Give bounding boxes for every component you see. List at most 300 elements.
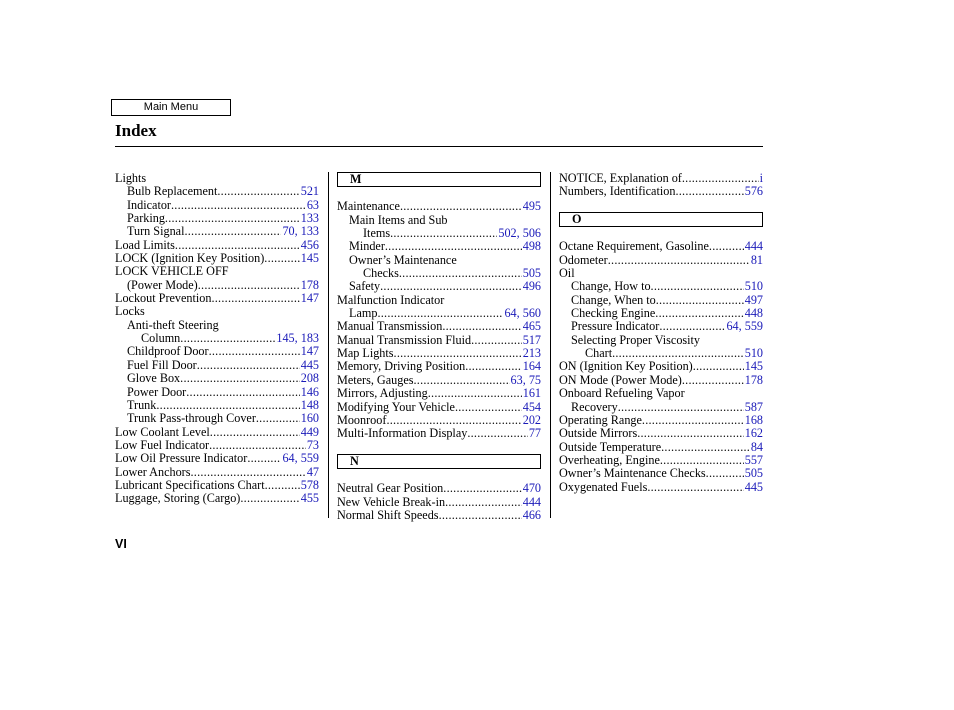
- index-entry: [559, 427, 763, 440]
- page-link[interactable]: 81: [750, 253, 763, 267]
- entry-label: Outside Temperature: [559, 440, 662, 454]
- page-refs: [744, 481, 763, 494]
- index-entry: [559, 360, 763, 373]
- index-entry: [115, 239, 319, 252]
- index-entry: [115, 292, 319, 305]
- page-link[interactable]: 465: [522, 320, 541, 334]
- page-refs: [750, 441, 763, 454]
- entry-label: Lockout Prevention: [115, 292, 212, 306]
- dot-leader: [240, 492, 299, 505]
- index-column-3: [559, 172, 763, 494]
- index-entry: [337, 320, 541, 333]
- index-entry: [559, 294, 763, 307]
- page-link[interactable]: 147: [300, 292, 319, 306]
- index-entry: [115, 332, 319, 345]
- page-refs: [300, 492, 319, 505]
- page-link[interactable]: 559: [300, 452, 319, 466]
- page-link[interactable]: 133: [300, 225, 319, 239]
- dot-leader: [186, 386, 299, 399]
- page-link[interactable]: 63: [510, 373, 523, 387]
- page-link[interactable]: 208: [300, 372, 319, 386]
- entry-label: Checking Engine: [571, 307, 656, 321]
- index-subheading: [115, 319, 319, 332]
- page-link[interactable]: 164: [522, 360, 541, 374]
- entry-label: Indicator: [127, 198, 171, 212]
- page-link[interactable]: 559: [744, 320, 763, 334]
- page-link[interactable]: 84: [750, 440, 763, 454]
- page-refs: [528, 427, 541, 440]
- entry-label: Operating Range: [559, 413, 642, 427]
- index-entry: [115, 279, 319, 292]
- index-entry: [559, 481, 763, 494]
- page-refs: [744, 307, 763, 320]
- page-link[interactable]: 47: [306, 465, 319, 479]
- page-refs: [300, 386, 319, 399]
- page-link[interactable]: 444: [744, 240, 763, 254]
- index-entry: [559, 374, 763, 387]
- page-refs: [744, 374, 763, 387]
- entry-label: Meters, Gauges: [337, 373, 414, 387]
- page-refs: [522, 280, 541, 293]
- entry-label: LOCK (Ignition Key Position): [115, 252, 265, 266]
- index-entry: [559, 172, 763, 185]
- dot-leader: [465, 360, 522, 373]
- entry-label: Trunk: [127, 398, 157, 412]
- entry-label: Maintenance: [337, 200, 400, 214]
- page-link[interactable]: 576: [744, 185, 763, 199]
- entry-label: NOTICE, Explanation of: [559, 172, 682, 185]
- entry-label: Odometer: [559, 253, 608, 267]
- entry-label: Trunk Pass-through Cover: [127, 412, 256, 426]
- page-link[interactable]: 557: [744, 453, 763, 467]
- dot-leader: [400, 200, 522, 213]
- page-link[interactable]: 64: [282, 452, 295, 466]
- page-link[interactable]: 178: [744, 373, 763, 387]
- page-link[interactable]: 146: [300, 385, 319, 399]
- page-link[interactable]: 145: [300, 252, 319, 266]
- index-entry: [115, 412, 319, 425]
- section-heading: M: [337, 172, 541, 187]
- index-entry: [115, 426, 319, 439]
- page-link[interactable]: 560: [522, 307, 541, 321]
- index-entry: [337, 427, 541, 440]
- page-link[interactable]: 517: [522, 333, 541, 347]
- page-link[interactable]: 505: [744, 467, 763, 481]
- page-link[interactable]: 75: [528, 373, 541, 387]
- page-link[interactable]: 183: [300, 332, 319, 346]
- page-refs: [281, 225, 319, 238]
- entry-label: ON Mode (Power Mode): [559, 373, 682, 387]
- page-number: VI: [115, 537, 127, 551]
- page-refs: [744, 294, 763, 307]
- index-entry: [559, 254, 763, 267]
- page-link[interactable]: 64: [726, 320, 739, 334]
- dot-leader: [656, 294, 744, 307]
- page-refs: [759, 172, 763, 185]
- dot-leader: [399, 267, 522, 280]
- page-link[interactable]: 133: [300, 212, 319, 226]
- page-refs: [522, 360, 541, 373]
- page-link[interactable]: 454: [522, 400, 541, 414]
- index-entry: [559, 307, 763, 320]
- index-subheading: [337, 214, 541, 227]
- dot-leader: [394, 347, 522, 360]
- page-refs: [522, 320, 541, 333]
- index-subheading: [115, 265, 319, 278]
- dot-leader: [651, 280, 744, 293]
- page-link[interactable]: 202: [522, 413, 541, 427]
- index-entry: [337, 387, 541, 400]
- entry-label: Turn Signal: [127, 225, 185, 239]
- entry-label: Luggage, Storing (Cargo): [115, 492, 241, 506]
- page-refs: [300, 345, 319, 358]
- page-refs: [522, 401, 541, 414]
- dot-leader: [377, 307, 503, 320]
- page-separator: ,: [294, 452, 301, 466]
- entry-label: Octane Requirement, Gasoline: [559, 240, 709, 254]
- entry-label: Manual Transmission Fluid: [337, 333, 472, 347]
- index-entry: [559, 401, 763, 414]
- page-separator: ,: [294, 225, 301, 239]
- page-link[interactable]: 145: [744, 360, 763, 374]
- index-subheading: [337, 294, 541, 307]
- dot-leader: [655, 307, 743, 320]
- page-refs: [744, 185, 763, 198]
- index-entry: [337, 267, 541, 280]
- page-link[interactable]: 148: [300, 398, 319, 412]
- entry-label: Low Coolant Level: [115, 425, 210, 439]
- index-entry: [115, 386, 319, 399]
- page-link[interactable]: 161: [522, 387, 541, 401]
- page-link[interactable]: 587: [744, 400, 763, 414]
- dot-leader: [171, 199, 306, 212]
- index-entry: [337, 240, 541, 253]
- dot-leader: [455, 401, 522, 414]
- page-refs: [300, 212, 319, 225]
- index-subheading: [115, 172, 319, 185]
- entry-label: Modifying Your Vehicle: [337, 400, 455, 414]
- entry-label: New Vehicle Break-in: [337, 495, 446, 509]
- entry-label: Outside Mirrors: [559, 427, 638, 441]
- page-refs: [744, 414, 763, 427]
- dot-leader: [211, 292, 299, 305]
- page-separator: ,: [294, 332, 301, 346]
- entry-label: Glove Box: [127, 372, 181, 386]
- entry-label: Lower Anchors: [115, 465, 191, 479]
- entry-label: Numbers, Identification: [559, 185, 676, 199]
- index-entry: [559, 280, 763, 293]
- index-entry: [115, 199, 319, 212]
- page-link[interactable]: 444: [522, 495, 541, 509]
- entry-label: Recovery: [571, 400, 618, 414]
- index-column-1: [115, 172, 319, 506]
- column-divider: [550, 172, 551, 518]
- page-refs: [300, 292, 319, 305]
- page-link[interactable]: i: [759, 172, 763, 185]
- page-link[interactable]: 495: [522, 200, 541, 214]
- entry-label: Chart: [585, 347, 613, 361]
- page-link[interactable]: 178: [300, 278, 319, 292]
- page-refs: [300, 399, 319, 412]
- entry-label: LOCK VEHICLE OFF: [115, 265, 229, 279]
- dot-leader: [467, 427, 527, 440]
- page-refs: [522, 267, 541, 280]
- page-link[interactable]: 578: [300, 478, 319, 492]
- title-divider: [115, 146, 763, 147]
- page-link[interactable]: 521: [300, 185, 319, 199]
- entry-label: Oxygenated Fuels: [559, 480, 648, 494]
- entry-label: Map Lights: [337, 347, 394, 361]
- index-entry: [115, 252, 319, 265]
- index-entry: [337, 374, 541, 387]
- dot-leader: [659, 320, 725, 333]
- page-refs: [522, 387, 541, 400]
- entry-label: (Power Mode): [127, 278, 198, 292]
- index-entry: [559, 467, 763, 480]
- index-entry: [115, 359, 319, 372]
- page-link[interactable]: 145: [276, 332, 295, 346]
- page-link[interactable]: 470: [522, 482, 541, 496]
- index-entry: [115, 479, 319, 492]
- page-refs: [300, 372, 319, 385]
- dot-leader: [706, 467, 744, 480]
- page-refs: [300, 239, 319, 252]
- entry-label: Safety: [349, 280, 381, 294]
- dot-leader: [439, 509, 522, 522]
- page-link[interactable]: 466: [522, 508, 541, 522]
- page-link[interactable]: 147: [300, 345, 319, 359]
- page-link[interactable]: 497: [744, 293, 763, 307]
- index-entry: [337, 200, 541, 213]
- dot-leader: [197, 359, 300, 372]
- page-title: Index: [115, 121, 157, 140]
- index-entry: [115, 345, 319, 358]
- page-refs: [300, 426, 319, 439]
- page-link[interactable]: 456: [300, 238, 319, 252]
- index-entry: [115, 185, 319, 198]
- page-refs: [522, 414, 541, 427]
- dot-leader: [264, 252, 299, 265]
- index-entry: [337, 280, 541, 293]
- dot-leader: [256, 412, 300, 425]
- dot-leader: [443, 482, 521, 495]
- entry-label: Change, When to: [571, 293, 656, 307]
- entry-label: Lubricant Specifications Chart: [115, 478, 265, 492]
- section-heading: O: [559, 212, 763, 227]
- index-entry: [115, 439, 319, 452]
- index-subheading: [115, 305, 319, 318]
- index-subheading: [559, 387, 763, 400]
- index-subheading: [559, 267, 763, 280]
- index-entry: [559, 414, 763, 427]
- entry-label: Moonroof: [337, 413, 387, 427]
- page-link[interactable]: 213: [522, 347, 541, 361]
- dot-leader: [198, 279, 300, 292]
- entry-label: Change, How to: [571, 280, 651, 294]
- page-link[interactable]: 502: [498, 227, 517, 241]
- page-refs: [300, 279, 319, 292]
- blank-line: [337, 469, 541, 482]
- dot-leader: [175, 239, 300, 252]
- page-link[interactable]: 510: [744, 347, 763, 361]
- page-refs: [300, 252, 319, 265]
- entry-label: Childproof Door: [127, 345, 209, 359]
- index-entry: [559, 320, 763, 333]
- dot-leader: [660, 454, 744, 467]
- blank-line: [559, 227, 763, 240]
- dot-leader: [675, 185, 743, 198]
- dot-leader: [709, 240, 744, 253]
- page-link[interactable]: 445: [744, 480, 763, 494]
- entry-label: Parking: [127, 212, 165, 226]
- entry-label: Manual Transmission: [337, 320, 443, 334]
- page-refs: [306, 466, 319, 479]
- index-column-2: [337, 172, 541, 522]
- dot-leader: [386, 414, 521, 427]
- dot-leader: [210, 426, 300, 439]
- entry-label: Overheating, Engine: [559, 453, 660, 467]
- entry-label: Pressure Indicator: [571, 320, 660, 334]
- dot-leader: [180, 332, 275, 345]
- page-link[interactable]: 445: [300, 358, 319, 372]
- page-refs: [522, 482, 541, 495]
- dot-leader: [682, 374, 744, 387]
- page-refs: [300, 479, 319, 492]
- page-link[interactable]: 162: [744, 427, 763, 441]
- entry-label: Mirrors, Adjusting: [337, 387, 428, 401]
- entry-label: Malfunction Indicator: [337, 293, 445, 307]
- entry-label: Lamp: [349, 307, 378, 321]
- entry-label: Owner’s Maintenance Checks: [559, 467, 706, 481]
- page-link[interactable]: 505: [522, 267, 541, 281]
- index-entry: [337, 482, 541, 495]
- dot-leader: [414, 374, 510, 387]
- page-refs: [744, 467, 763, 480]
- dot-leader: [608, 254, 750, 267]
- entry-label: Locks: [115, 305, 145, 319]
- index-subheading: [559, 334, 763, 347]
- entry-label: Onboard Refueling Vapor: [559, 387, 685, 401]
- entry-label: Multi-Information Display: [337, 427, 468, 441]
- page-link[interactable]: 510: [744, 280, 763, 294]
- page-link[interactable]: 168: [744, 413, 763, 427]
- index-entry: [337, 401, 541, 414]
- index-entry: [559, 441, 763, 454]
- dot-leader: [390, 227, 497, 240]
- dot-leader: [647, 481, 743, 494]
- entry-label: Low Oil Pressure Indicator: [115, 452, 248, 466]
- page-link[interactable]: 77: [528, 427, 541, 441]
- index-entry: [337, 227, 541, 240]
- entry-label: Checks: [363, 267, 399, 281]
- dot-leader: [682, 172, 759, 185]
- index-entry: [115, 225, 319, 238]
- entry-label: Selecting Proper Viscosity: [571, 333, 701, 347]
- page-refs: [300, 412, 319, 425]
- index-entry: [337, 509, 541, 522]
- dot-leader: [380, 280, 522, 293]
- dot-leader: [618, 401, 744, 414]
- page-refs: [744, 401, 763, 414]
- index-entry: [115, 372, 319, 385]
- page-link[interactable]: 70: [282, 225, 295, 239]
- index-entry: [337, 414, 541, 427]
- page-refs: [306, 199, 319, 212]
- page-refs: [300, 359, 319, 372]
- dot-leader: [247, 452, 281, 465]
- dot-leader: [209, 439, 306, 452]
- page-refs: [510, 374, 541, 387]
- entry-label: ON (Ignition Key Position): [559, 360, 693, 374]
- page-refs: [744, 427, 763, 440]
- page-separator: ,: [522, 373, 529, 387]
- dot-leader: [661, 441, 750, 454]
- dot-leader: [471, 334, 522, 347]
- index-entry: [559, 185, 763, 198]
- entry-label: Normal Shift Speeds: [337, 508, 439, 522]
- page-link[interactable]: 160: [300, 412, 319, 426]
- page-refs: [522, 334, 541, 347]
- dot-leader: [385, 240, 522, 253]
- entry-label: Lights: [115, 172, 147, 185]
- page-refs: [522, 509, 541, 522]
- page-refs: [522, 240, 541, 253]
- index-entry: [115, 466, 319, 479]
- page-separator: ,: [516, 227, 523, 241]
- dot-leader: [428, 387, 522, 400]
- page-link[interactable]: 506: [522, 227, 541, 241]
- page-link[interactable]: 449: [300, 425, 319, 439]
- main-menu-button[interactable]: Main Menu: [111, 99, 231, 116]
- entry-label: Minder: [349, 240, 385, 254]
- entry-label: Owner’s Maintenance: [349, 253, 457, 267]
- dot-leader: [184, 225, 281, 238]
- page-refs: [725, 320, 763, 333]
- entry-label: Memory, Driving Position: [337, 360, 466, 374]
- dot-leader: [693, 360, 744, 373]
- entry-label: Load Limits: [115, 238, 175, 252]
- page-separator: ,: [516, 307, 523, 321]
- entry-label: Oil: [559, 267, 575, 281]
- page-refs: [281, 452, 319, 465]
- page-refs: [744, 360, 763, 373]
- page-refs: [744, 280, 763, 293]
- page-separator: ,: [738, 320, 745, 334]
- page-link[interactable]: 63: [306, 198, 319, 212]
- page-link[interactable]: 448: [744, 307, 763, 321]
- index-entry: [337, 334, 541, 347]
- dot-leader: [265, 479, 300, 492]
- dot-leader: [156, 399, 299, 412]
- page-link[interactable]: 498: [522, 240, 541, 254]
- page-refs: [522, 347, 541, 360]
- index-subheading: [337, 254, 541, 267]
- page-link[interactable]: 73: [306, 438, 319, 452]
- index-entry: [115, 492, 319, 505]
- page-link[interactable]: 455: [300, 492, 319, 506]
- index-entry: [115, 399, 319, 412]
- index-entry: [337, 360, 541, 373]
- page-refs: [306, 439, 319, 452]
- page-refs: [503, 307, 541, 320]
- page-link[interactable]: 496: [522, 280, 541, 294]
- page-link[interactable]: 64: [504, 307, 517, 321]
- entry-label: Power Door: [127, 385, 187, 399]
- dot-leader: [180, 372, 300, 385]
- page-refs: [744, 454, 763, 467]
- dot-leader: [217, 185, 299, 198]
- column-divider: [328, 172, 329, 518]
